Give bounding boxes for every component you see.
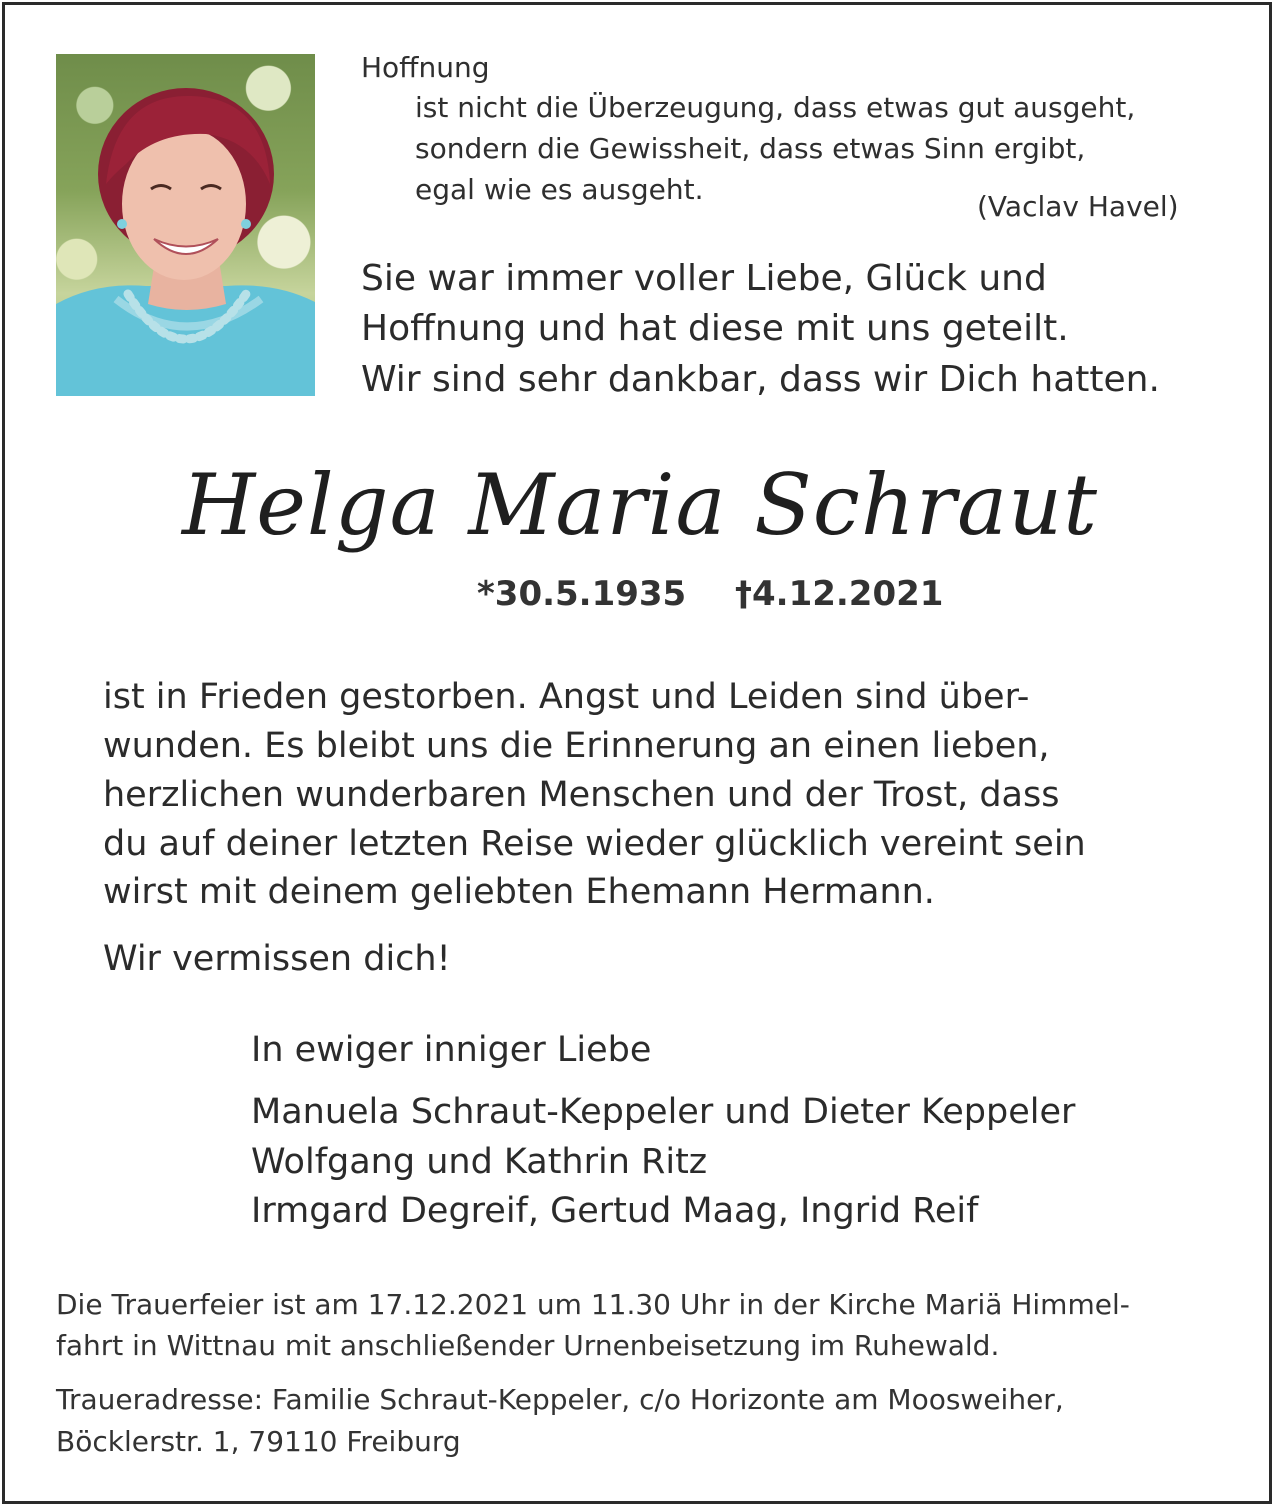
death-date: †4.12.2021 (735, 574, 944, 614)
lead-line: Wir sind sehr dankbar, dass wir Dich hatten. (361, 359, 1160, 400)
body-line: du auf deiner letzten Reise wieder glücklich vereint sein (103, 824, 1086, 864)
lead-line: Sie war immer voller Liebe, Glück und (361, 258, 1047, 299)
ceremony-line: Die Trauerfeier ist am 17.12.2021 um 11.30 Uhr in der Kirche Mariä Himmel- (56, 1288, 1130, 1321)
body-line: wirst mit deinem geliebten Ehemann Hermann. (103, 872, 935, 912)
ceremony-line: fahrt in Wittnau mit anschließender Urnenbeisetzung im Ruhewald. (56, 1329, 1000, 1362)
quote-line: ist nicht die Überzeugung, dass etwas gut ausgeht, (415, 91, 1136, 124)
signature-name: Wolfgang und Kathrin Ritz (251, 1142, 708, 1182)
deceased-name: Helga Maria Schraut (181, 456, 1099, 554)
quote-author: (Vaclav Havel) (977, 190, 1179, 223)
signature-name: Manuela Schraut-Keppeler und Dieter Keppeler (251, 1092, 1076, 1132)
body-line: wunden. Es bleibt uns die Erinnerung an einen lieben, (103, 726, 1050, 766)
body-line: ist in Frieden gestorben. Angst und Leiden sind über- (103, 677, 1030, 717)
quote-heading: Hoffnung (361, 51, 490, 84)
address-line: Traueradresse: Familie Schraut-Keppeler, c/o Horizonte am Moosweiher, (56, 1383, 1064, 1416)
birth-date: *30.5.1935 (477, 574, 687, 614)
body-line: herzlichen wunderbaren Menschen und der Trost, dass (103, 775, 1060, 815)
lead-line: Hoffnung und hat diese mit uns geteilt. (361, 308, 1069, 349)
quote-line: sondern die Gewissheit, dass etwas Sinn ergibt, (415, 132, 1086, 165)
address-line: Böcklerstr. 1, 79110 Freiburg (56, 1425, 461, 1458)
portrait-photo (56, 54, 315, 396)
signature-intro: In ewiger inniger Liebe (251, 1030, 652, 1070)
signature-name: Irmgard Degreif, Gertud Maag, Ingrid Reif (251, 1191, 979, 1231)
closing-line: Wir vermissen dich! (103, 939, 451, 979)
quote-line: egal wie es ausgeht. (415, 173, 704, 206)
